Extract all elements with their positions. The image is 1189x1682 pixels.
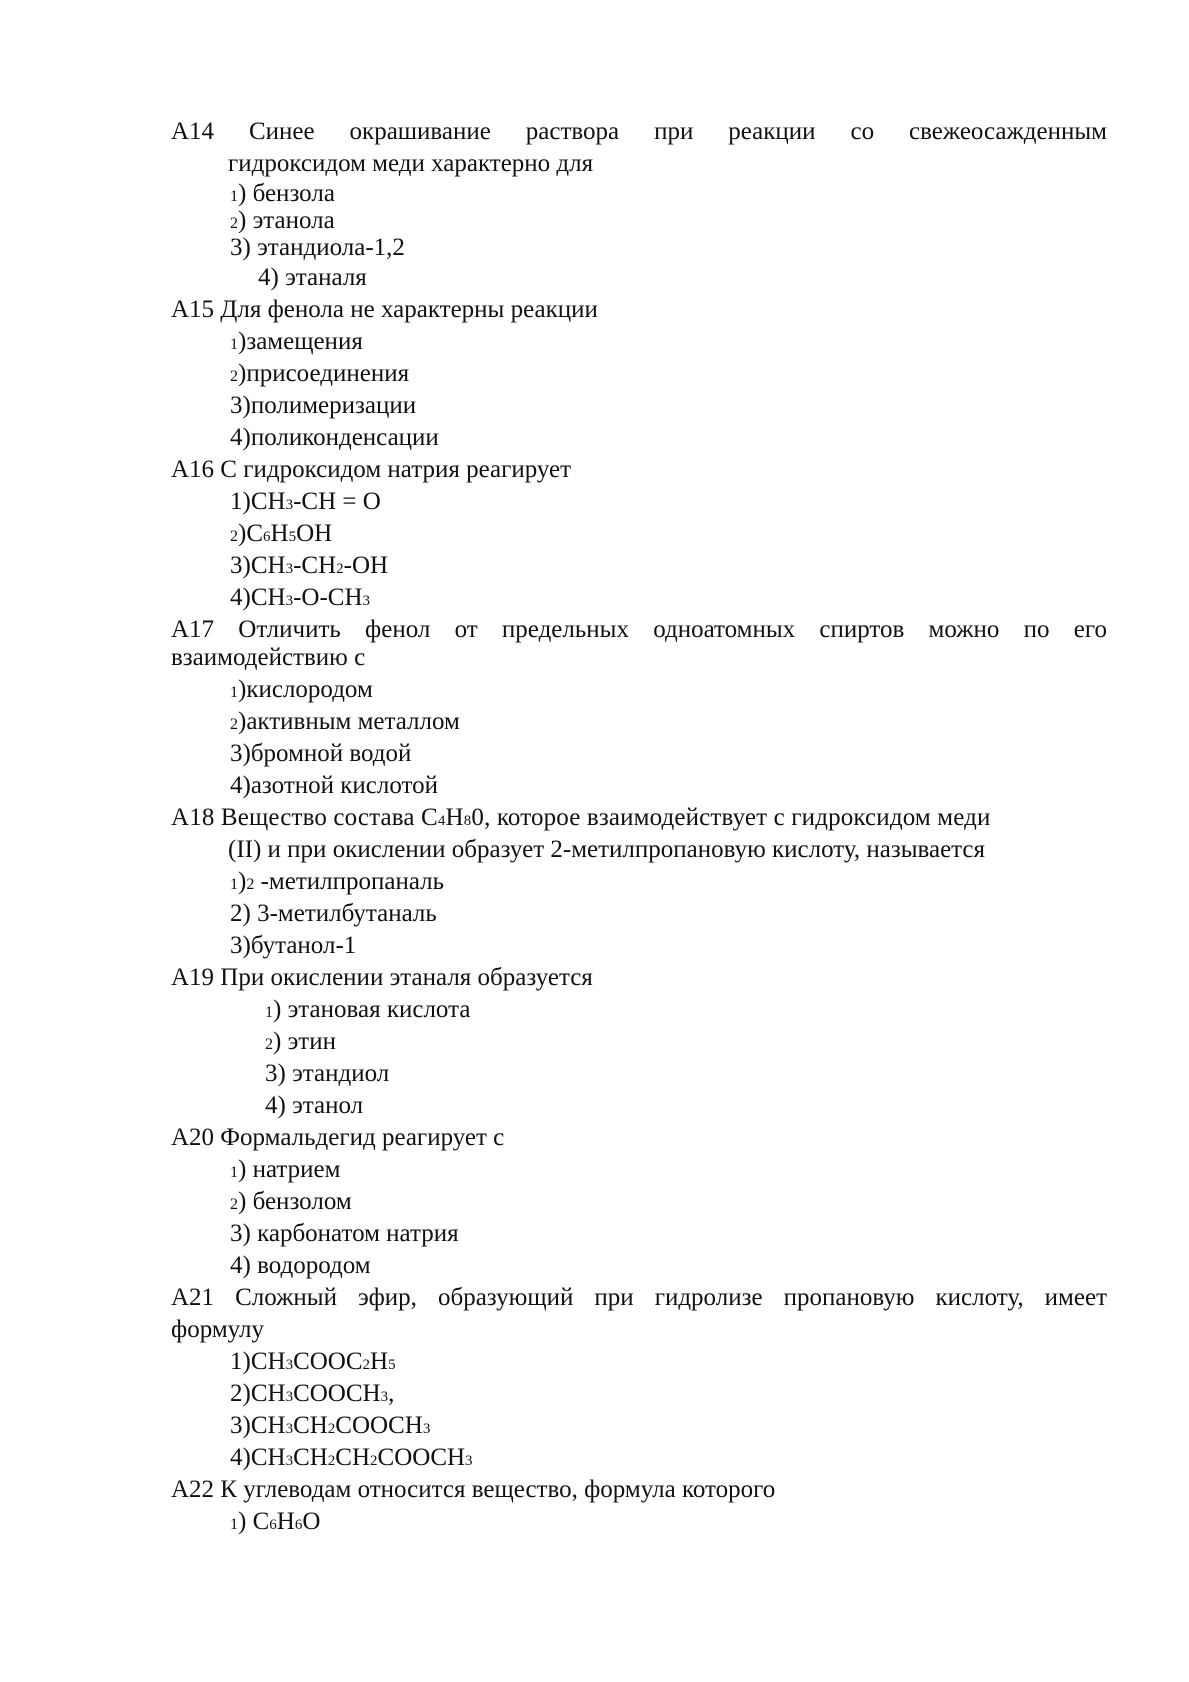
option-a18-1: 1)2 -метилпропаналь: [230, 868, 445, 895]
question-a14-text: A14 Синее окрашивание раствора при реакции со свежеосажденным: [171, 118, 1107, 145]
option-a16-2: 2)C6H5OH: [230, 520, 333, 547]
option-a21-2: 2)CH3COOCH3,: [230, 1380, 395, 1407]
option-a21-1: 1)CH3COOC2H5: [230, 1348, 396, 1375]
option-a19-1: 1) этановая кислота: [265, 996, 471, 1023]
question-a20-text: A20 Формальдегид реагирует с: [171, 1124, 505, 1151]
option-a15-2: 2)присоединения: [230, 360, 410, 387]
option-a18-2: 2) 3-метилбутаналь: [230, 900, 437, 927]
option-a18-3: 3)бутанол-1: [230, 932, 357, 959]
question-a22-text: A22 К углеводам относится вещество, формула которого: [171, 1476, 776, 1503]
option-a19-2: 2) этин: [265, 1028, 336, 1055]
question-a18-text-cont: (II) и при окислении образует 2-метилпропановую кислоту, называется: [228, 836, 986, 863]
option-a20-1: 1) натрием: [230, 1156, 341, 1183]
option-a19-4: 4) этанол: [265, 1092, 364, 1119]
option-a21-3: 3)CH3CH2COOCH3: [230, 1412, 431, 1439]
question-a17-text: A17 Отличить фенол от предельных одноатомных спиртов можно по его: [171, 616, 1107, 643]
option-a16-4: 4)CH3-O-CH3: [230, 584, 370, 611]
option-a21-4: 4)CH3CH2CH2COOCH3: [230, 1444, 473, 1471]
option-a14-4: 4) этаналя: [258, 264, 367, 291]
option-a16-3: 3)CH3-CH2-OH: [230, 552, 389, 579]
option-a17-1: 1)кислородом: [230, 676, 373, 703]
option-a17-2: 2)активным металлом: [230, 708, 460, 735]
option-a19-3: 3) этандиол: [265, 1060, 390, 1087]
question-a14-text-cont: гидроксидом меди характерно для: [228, 150, 594, 177]
option-a15-1: 1)замещения: [230, 328, 363, 355]
option-a20-2: 2) бензолом: [230, 1188, 352, 1215]
question-a15-text: A15 Для фенола не характерны реакции: [171, 296, 598, 323]
option-a16-1: 1)CH3-CH = O: [230, 488, 381, 515]
option-a14-3: 3) этандиола-1,2: [230, 234, 405, 261]
question-a21-text: A21 Сложный эфир, образующий при гидролизе пропановую кислоту, имеет: [171, 1284, 1107, 1311]
question-a18-text: A18 Вещество состава C4H80, которое взаимодействует с гидроксидом меди: [171, 804, 991, 831]
option-a14-2: 2) этанола: [230, 207, 335, 234]
question-a19-text: A19 При окислении этаналя образуется: [171, 964, 593, 991]
question-a17-text-cont: взаимодействию с: [171, 644, 366, 671]
option-a14-1: 1) бензола: [230, 180, 335, 207]
option-a15-4: 4)поликонденсации: [230, 424, 439, 451]
question-a16-text: A16 С гидроксидом натрия реагирует: [171, 456, 572, 483]
option-a17-4: 4)азотной кислотой: [230, 772, 438, 799]
option-a17-3: 3)бромной водой: [230, 740, 412, 767]
option-a20-4: 4) водородом: [230, 1252, 371, 1279]
option-a20-3: 3) карбонатом натрия: [230, 1220, 459, 1247]
option-a22-1: 1) C6H6O: [230, 1508, 321, 1535]
question-a21-text-cont: формулу: [171, 1316, 265, 1343]
option-a15-3: 3)полимеризации: [230, 392, 417, 419]
